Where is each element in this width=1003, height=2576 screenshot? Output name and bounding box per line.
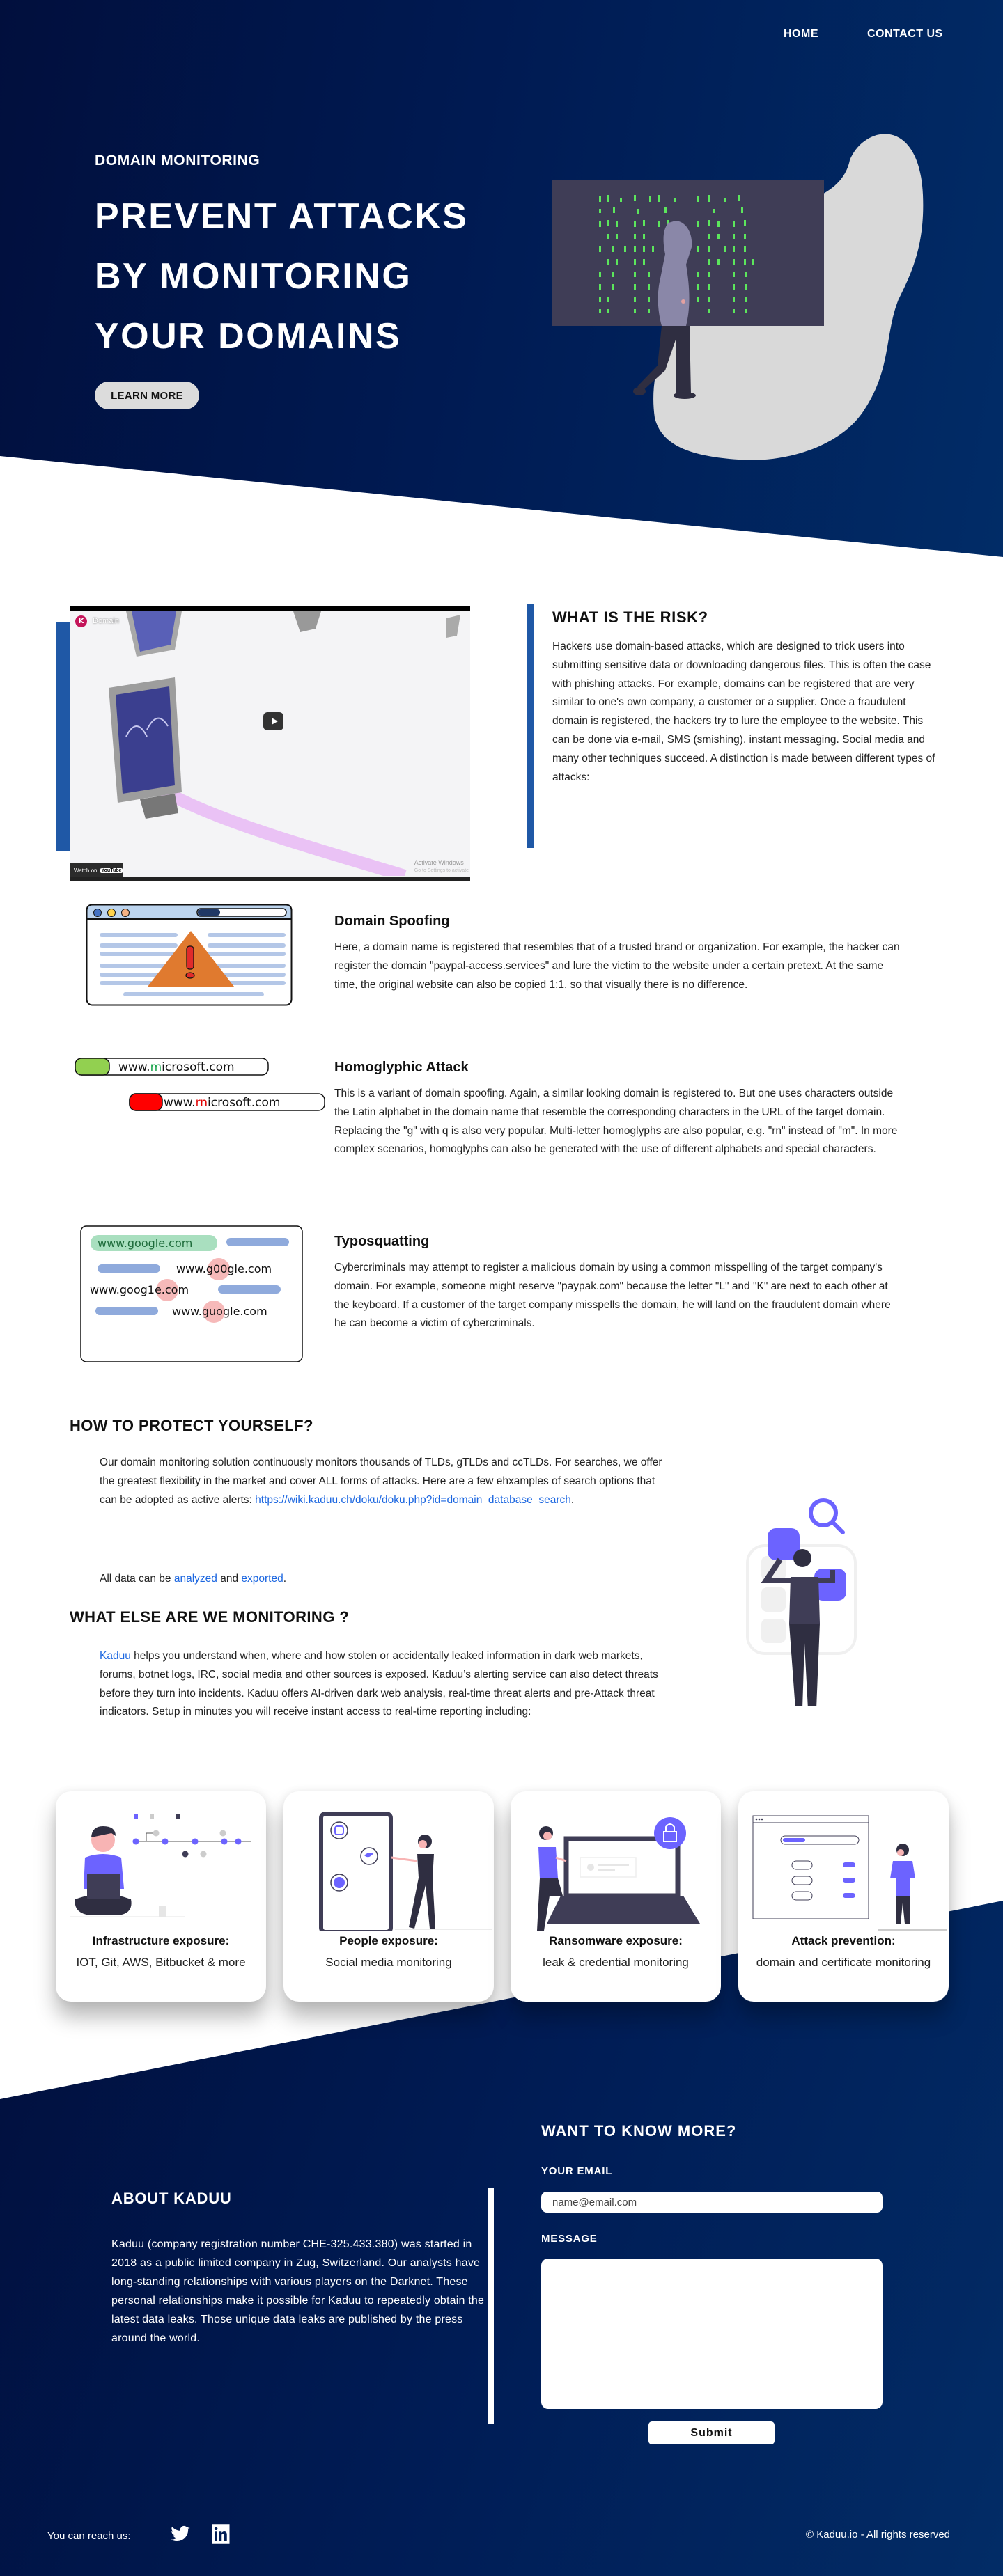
developer-laptop-illustration xyxy=(56,1791,266,1931)
youtube-video-embed[interactable] xyxy=(70,606,470,881)
hero-title-line-2: BY MONITORING xyxy=(95,256,412,297)
svg-text:www.rnicrosoft.com: www.rnicrosoft.com xyxy=(164,1096,281,1110)
play-button[interactable] xyxy=(263,712,283,730)
card-title: Attack prevention: xyxy=(791,1934,896,1947)
card-attack-prevention xyxy=(738,1791,949,2002)
attack-title-typosquatting: Typosquatting xyxy=(334,1234,430,1249)
data-suffix: . xyxy=(283,1573,287,1585)
domain-spoofing-illustration xyxy=(86,904,295,1011)
channel-avatar: K xyxy=(75,615,87,627)
card-title: People exposure: xyxy=(339,1934,438,1947)
contact-form-heading: WANT TO KNOW MORE? xyxy=(541,2122,737,2139)
about-body: Kaduu (company registration number CHE-325.433.380) was started in 2018 as a public limited company in Zug, Switzerland. Our analysts have long-standing relationships with various players on the Darknet. These personal relationships make it possible for Kaduu to repeatedly obtain the latest data leaks. Those unique data leaks are published by the press around the world. xyxy=(111,2238,485,2344)
homoglyph-illustration xyxy=(75,1042,325,1136)
twitter-icon[interactable] xyxy=(170,2524,191,2545)
card-ransomware-exposure xyxy=(511,1791,721,2002)
watch-on-youtube[interactable] xyxy=(70,863,123,877)
protect-body-end: . xyxy=(570,1493,575,1506)
watch-on-label: Watch on xyxy=(74,867,98,874)
card-people-exposure xyxy=(283,1791,494,2002)
nav-home-link[interactable]: HOME xyxy=(784,28,818,40)
domain-search-wiki-link[interactable]: https://wiki.kaduu.ch/doku/doku.php?id=domain_database_search xyxy=(255,1493,571,1506)
analyzed-link[interactable]: analyzed xyxy=(173,1573,217,1585)
monitoring-body-text: helps you understand when, where and how stolen or accidentally leaked information in dark web markets, forums, botnet logs, IRC, social media and other sources is exposed. Kaduu’s alerting service can also detect threats before they turn into incidents. Kaduu offers AI-driven dark web analysis, real-time threat alerts and pre-Attack threat indicators. Setup in minutes you will receive instant access to real-time reporting including: xyxy=(100,1650,658,1718)
attack-title-domain-spoofing: Domain Spoofing xyxy=(334,913,450,929)
learn-more-button[interactable]: LEARN MORE xyxy=(95,382,199,409)
woman-search-illustration xyxy=(676,1469,919,1706)
video-title[interactable]: Domain xyxy=(93,617,119,625)
email-input[interactable] xyxy=(541,2192,883,2213)
protect-heading: HOW TO PROTECT YOURSELF? xyxy=(70,1417,313,1434)
card-description: IOT, Git, AWS, Bitbucket & more xyxy=(76,1956,246,1969)
email-label: YOUR EMAIL xyxy=(541,2165,613,2177)
card-description: domain and certificate monitoring xyxy=(756,1956,931,1969)
windows-activation-overlay xyxy=(414,859,469,874)
attack-title-homoglyphic: Homoglyphic Attack xyxy=(334,1060,469,1075)
kaduu-link[interactable]: Kaduu xyxy=(100,1650,131,1662)
browser-search-illustration xyxy=(738,1791,949,1931)
linkedin-icon[interactable] xyxy=(210,2524,231,2545)
risk-heading: WHAT IS THE RISK? xyxy=(552,608,708,626)
typosquatting-illustration xyxy=(80,1225,306,1367)
attack-body-typosquatting: Cybercriminals may attempt to register a malicious domain by using a common misspelling of the target company's domain. For example, someone might reserve "paypak.com" because the letter "L" and "K" are next to each other at the keyboard. If a customer of the target company misspells the domain, he will land on the fraudulent domain where he can become a victim of cybercriminals. xyxy=(334,1262,891,1330)
svg-text:www.google.com: www.google.com xyxy=(98,1236,193,1250)
svg-text:www.microsoft.com: www.microsoft.com xyxy=(118,1060,235,1074)
data-export-line xyxy=(100,1570,664,1589)
copyright-text: © Kaduu.io - All rights reserved xyxy=(806,2529,950,2540)
submit-button[interactable]: Submit xyxy=(648,2421,775,2444)
hacker-illustration xyxy=(543,118,933,466)
activation-line-2: Go to Settings to activate xyxy=(414,868,469,873)
legit-domain-prefix: www. xyxy=(118,1060,150,1074)
monitoring-body xyxy=(100,1647,664,1722)
attack-body-domain-spoofing: Here, a domain name is registered that resembles that of a trusted brand or organization. For example, the hacker can register the domain "paypal-access.services" and lure the victim to the website under a certain pretext. At the same time, the original website can also be copied 1:1, so that visually there is no difference. xyxy=(334,941,900,991)
video-thumbnail xyxy=(70,611,470,876)
message-label: MESSAGE xyxy=(541,2233,598,2245)
hero-title-line-1: PREVENT ATTACKS xyxy=(95,196,469,237)
social-media-illustration xyxy=(283,1791,494,1931)
card-description: leak & credential monitoring xyxy=(543,1956,689,1969)
protect-body xyxy=(100,1454,664,1509)
card-title: Infrastructure exposure: xyxy=(92,1934,230,1947)
attack-body-homoglyphic: This is a variant of domain spoofing. Again, a similar looking domain is registered to. But one uses characters outside the Latin alphabet in the domain name that resemble the corresponding characters in the URL of the target domain. Replacing the "g" with q is also very popular. Multi-letter homoglyphs are also popular, e.g. "rn" instead of "m". In more complex scenarios, homoglyphs can also be generated with the use of different alphabets and special characters. xyxy=(334,1087,898,1156)
laptop-lock-illustration xyxy=(511,1791,721,1931)
risk-body: Hackers use domain-based attacks, which are designed to trick users into submitting sensitive data or downloading dangerous files. This is often the case with phishing attacks. For example, domains can be registered that are very similar to one's own company, a customer or a supplier. Once a fraudulent domain is registered, the hackers try to lure the employee to the website. This can be done via e-mail, SMS (smishing), instant messaging. Social media and many other techniques succeed. A distinction is made between different types of attacks: xyxy=(552,641,935,783)
reach-us-label: You can reach us: xyxy=(47,2530,131,2542)
svg-text:www.goog1e.com: www.goog1e.com xyxy=(90,1283,189,1296)
card-description: Social media monitoring xyxy=(325,1956,452,1969)
data-and: and xyxy=(217,1573,242,1585)
monitoring-heading: WHAT ELSE ARE WE MONITORING ? xyxy=(70,1608,350,1626)
about-divider xyxy=(488,2188,494,2424)
protect-body-text: Our domain monitoring solution continuously monitors thousands of TLDs, gTLDs and ccTLDs. For searches, we offer the greatest flexibility in the market and cover ALL forms of attacks. Here are a few ehxamples of search options that can be adopted as active alerts: xyxy=(100,1456,662,1506)
hero-title xyxy=(95,187,468,366)
svg-text:www.g00gle.com: www.g00gle.com xyxy=(176,1262,272,1275)
card-title: Ransomware exposure: xyxy=(549,1934,683,1947)
nav-contact-link[interactable]: CONTACT US xyxy=(867,28,943,40)
data-prefix: All data can be xyxy=(100,1573,174,1585)
card-infrastructure-exposure xyxy=(56,1791,266,2002)
message-textarea[interactable] xyxy=(541,2259,883,2409)
exported-link[interactable]: exported xyxy=(241,1573,283,1585)
youtube-logo: YouTube xyxy=(101,867,122,873)
activation-line-1: Activate Windows xyxy=(414,859,464,866)
svg-text:www.guogle.com: www.guogle.com xyxy=(172,1305,267,1318)
about-heading: ABOUT KADUU xyxy=(111,2190,232,2207)
hero-eyebrow: DOMAIN MONITORING xyxy=(95,152,261,168)
hero-title-line-3: YOUR DOMAINS xyxy=(95,316,402,356)
risk-accent-bar xyxy=(527,604,534,848)
